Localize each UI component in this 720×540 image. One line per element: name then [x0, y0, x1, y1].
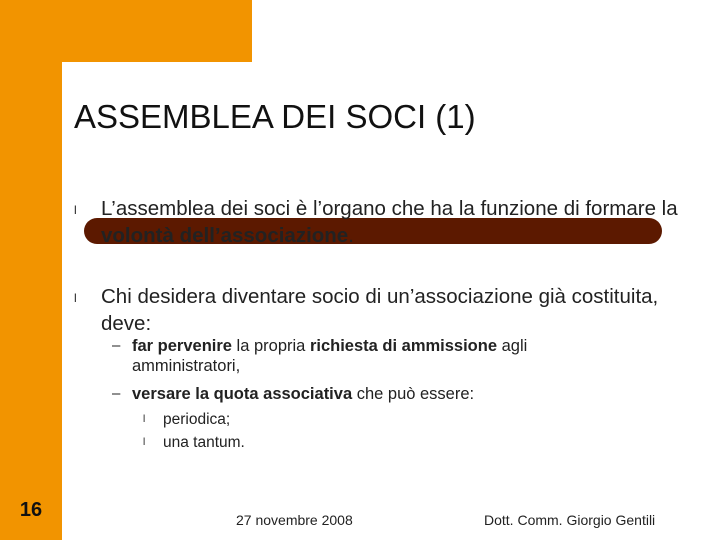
sub-sub-bullet-text: periodica;	[163, 411, 231, 428]
bullet-marker: l	[74, 203, 77, 217]
bullet-text: Chi desidera diventare socio di un’associazione già costituita, deve:	[101, 285, 659, 335]
bullet-marker: l	[143, 437, 146, 448]
page-number: 16	[19, 499, 43, 521]
bullet-text: L’assemblea dei soci è l’organo che ha la funzione di formare la volontà dell’associazione.	[101, 197, 678, 247]
sub-sub-bullet-text: una tantum.	[163, 434, 245, 451]
bullet-marker: l	[143, 414, 146, 425]
sub-bullet-text: far pervenire la propria richiesta di ammissione agli amministratori,	[132, 337, 528, 375]
bullet-marker: l	[74, 291, 77, 305]
dash-marker: –	[112, 337, 121, 354]
footer-author: Dott. Comm. Giorgio Gentili	[484, 512, 656, 528]
orange-left-band	[0, 0, 62, 540]
slide-title: ASSEMBLEA DEI SOCI (1)	[74, 98, 476, 135]
sub-bullet-text: versare la quota associativa che può essere:	[132, 385, 475, 403]
dash-marker: –	[112, 385, 121, 402]
footer-date: 27 novembre 2008	[236, 512, 353, 528]
